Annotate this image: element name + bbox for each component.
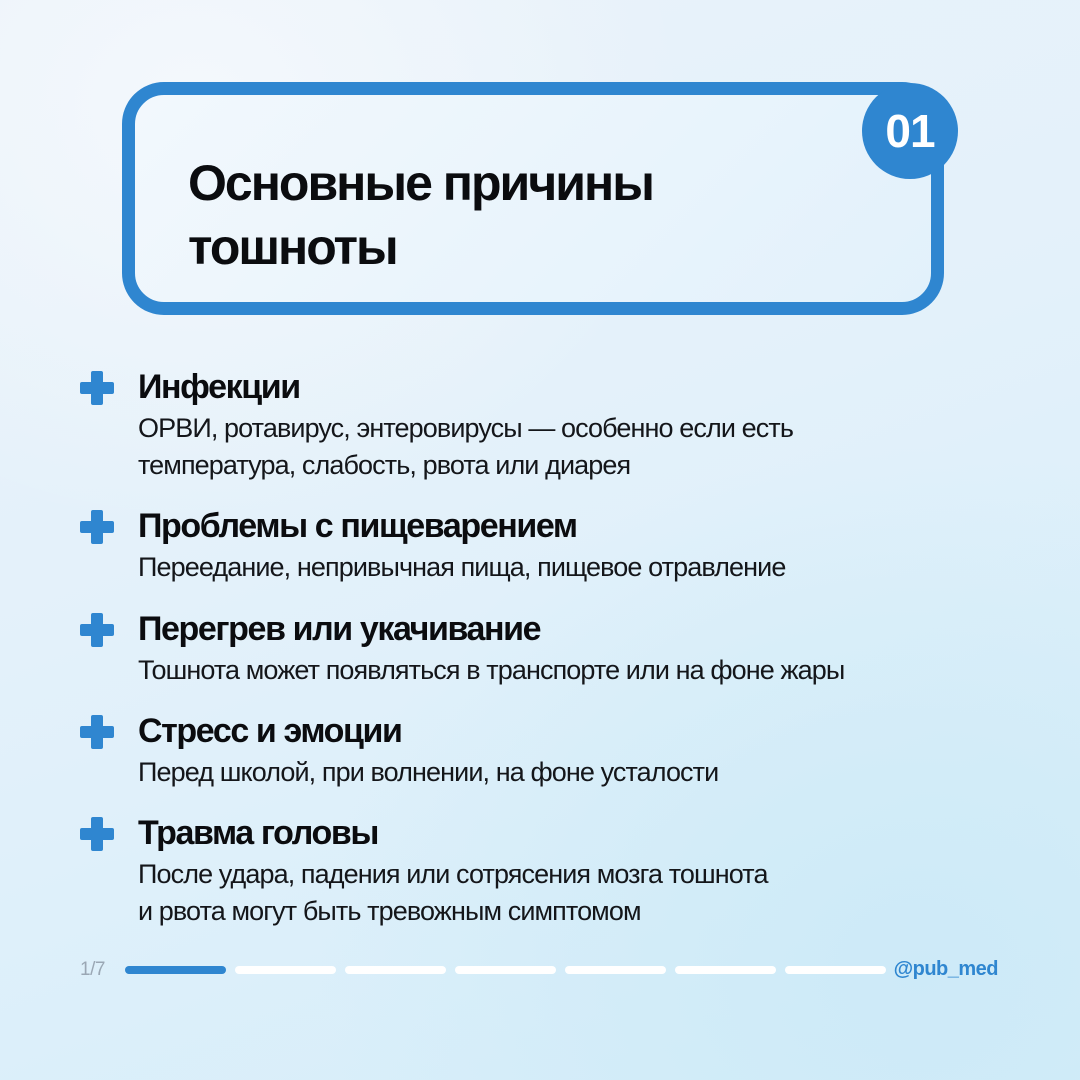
plus-icon [80,613,114,647]
progress-segment [235,966,336,974]
plus-icon [80,510,114,544]
cause-description: После удара, падения или сотрясения мозга тошнота и рвота могут быть тревожным симптомом [138,859,768,926]
account-handle: @pub_med [893,958,998,980]
cause-description: ОРВИ, ротавирус, энтеровирусы — особенно если есть температура, слабость, рвота или диарея [138,413,793,480]
cause-title: Инфекции [138,368,300,406]
cause-description: Переедание, непривычная пища, пищевое отравление [138,552,786,582]
title-card [122,82,944,315]
cause-description: Перед школой, при волнении, на фоне усталости [138,757,719,787]
progress-segment [785,966,886,974]
cause-title: Перегрев или укачивание [138,610,541,648]
page-counter: 1/7 [80,959,105,980]
cause-title: Проблемы с пищеварением [138,507,577,545]
page-title: Основные причины тошноты [188,155,653,275]
progress-segment [675,966,776,974]
plus-icon [80,371,114,405]
slide-number-badge: 01 [862,83,958,179]
plus-icon [80,817,114,851]
progress-segment-active [125,966,226,974]
plus-icon [80,715,114,749]
progress-segment [345,966,446,974]
cause-title: Травма головы [138,814,378,852]
slide-progress-bar [125,966,965,974]
progress-segment [565,966,666,974]
cause-title: Стресс и эмоции [138,712,402,750]
cause-description: Тошнота может появляться в транспорте или на фоне жары [138,655,845,685]
progress-segment [455,966,556,974]
footer [80,955,1000,985]
